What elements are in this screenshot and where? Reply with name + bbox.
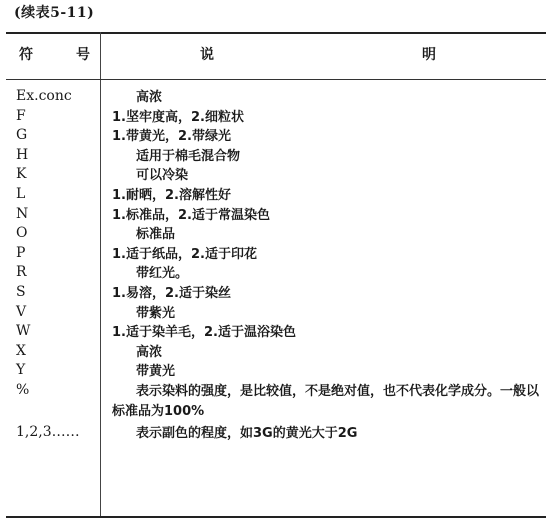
row-description: 表示副色的程度，如3G的黄光大于2G [136,425,358,441]
table-row [6,245,546,265]
table-row [6,225,546,245]
row-symbol: X [16,342,26,359]
header-symbol-char2: 号 [76,47,90,63]
table-row [6,323,546,343]
row-symbol: G [16,127,28,144]
table-row [6,186,546,206]
row-description: 1.适于纸品，2.适于印花 [112,246,257,262]
row-symbol: Y [16,362,26,379]
row-description: 带紫光 [136,305,176,321]
row-symbol: P [16,244,26,261]
row-symbol: % [16,381,30,398]
row-description: 1.适于染羊毛，2.适于温浴染色 [112,325,296,341]
row-symbol: K [16,166,27,183]
row-symbol: O [16,225,28,242]
row-symbol: S [16,283,26,300]
table-row [6,424,546,444]
table-row [6,264,546,284]
table-row [6,362,546,382]
table-row [6,166,546,186]
header-description-char1: 说 [200,47,214,63]
row-symbol: Ex.conc [16,88,72,104]
row-description: 表示染料的强度，是比较值，不是绝对值，也不代表化学成分。一般以标准品为100% [112,383,540,419]
row-description: 高浓 [136,90,163,105]
row-symbol: F [16,107,26,124]
table-row [6,382,546,424]
table-body [6,88,546,444]
row-description: 适用于棉毛混合物 [136,148,241,164]
row-description: 1.坚牢度高，2.细粒状 [112,109,244,125]
table-row [6,304,546,324]
table-row [6,127,546,147]
row-description: 带黄光 [136,364,176,380]
table-top-rule [6,32,546,34]
row-description: 1.标准品，2.适于常温染色 [112,207,270,223]
header-description-char2: 明 [422,47,436,63]
table-row [6,147,546,167]
table-row [6,88,546,108]
row-symbol: H [16,146,29,163]
row-symbol: 1,2,3…… [16,423,80,440]
table-row [6,343,546,363]
header-symbol-char1: 符 [19,47,33,63]
row-symbol: R [16,264,27,281]
table-row [6,284,546,304]
row-symbol: N [16,205,29,222]
row-symbol: W [16,323,31,340]
row-description: 带红光。 [136,266,189,282]
row-symbol: V [16,303,27,320]
row-description: 1.耐晒，2.溶解性好 [112,187,231,203]
table-bottom-rule [6,516,546,518]
header-rule [6,79,546,80]
row-description: 标准品 [136,227,176,243]
row-description: 高浓 [136,344,163,360]
row-symbol: L [16,185,26,202]
row-description: 1.易溶，2.适于染丝 [112,285,231,301]
table-caption: (续表5-11) [14,5,95,21]
table-row [6,108,546,128]
row-description: 可以冷染 [136,168,189,184]
table-row [6,206,546,226]
row-description: 1.带黄光，2.带绿光 [112,129,231,145]
